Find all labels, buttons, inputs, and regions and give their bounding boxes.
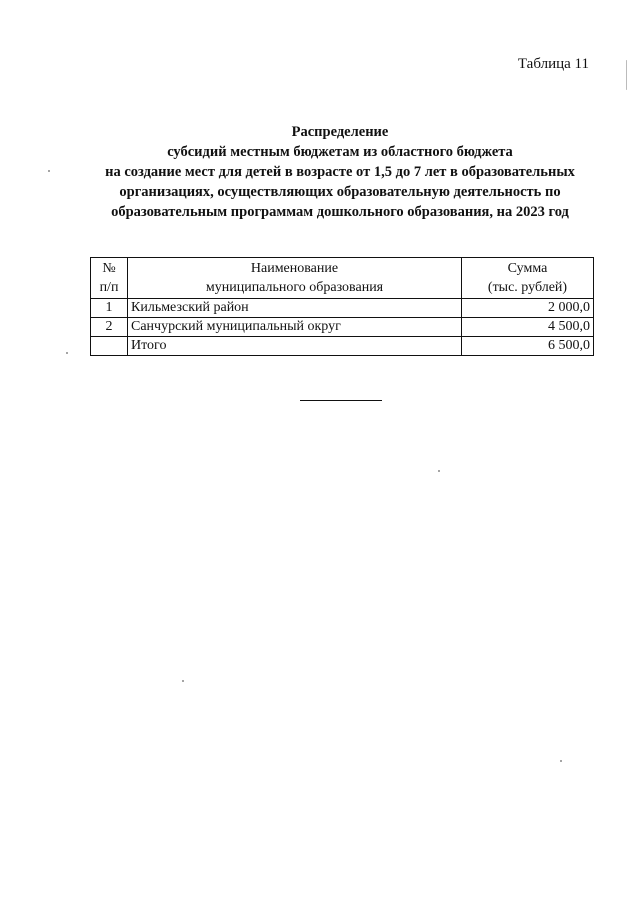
table-row bbox=[91, 318, 594, 337]
header-name-line-2: муниципального образования bbox=[205, 280, 384, 295]
document-heading bbox=[60, 122, 620, 222]
header-number-line-2: п/п bbox=[99, 280, 119, 295]
total-label: Итого bbox=[128, 337, 462, 356]
scan-edge-mark bbox=[626, 60, 627, 90]
scan-speck bbox=[48, 170, 50, 172]
scan-speck bbox=[66, 352, 68, 354]
distribution-table bbox=[90, 257, 594, 356]
subsidy-amount: 2 000,0 bbox=[462, 299, 594, 318]
table-header-row bbox=[91, 258, 594, 299]
scan-speck bbox=[438, 470, 440, 472]
table-total-row bbox=[91, 337, 594, 356]
table-row bbox=[91, 299, 594, 318]
heading-line-2: субсидий местным бюджетам из областного бюджета bbox=[167, 144, 513, 160]
header-name-line-1: Наименование bbox=[250, 261, 339, 276]
municipality-name: Кильмезский район bbox=[128, 299, 462, 318]
scan-speck bbox=[560, 760, 562, 762]
column-header-sum bbox=[462, 258, 594, 299]
heading-line-3: на создание мест для детей в возрасте от 1,5 до 7 лет в образовательных bbox=[105, 164, 575, 180]
column-header-number bbox=[91, 258, 128, 299]
scan-speck bbox=[182, 680, 184, 682]
header-number-line-1: № bbox=[102, 261, 116, 276]
heading-line-5: образовательным программам дошкольного образования, на 2023 год bbox=[111, 204, 569, 220]
closing-rule bbox=[300, 400, 382, 401]
row-number: 2 bbox=[91, 318, 128, 337]
total-row-number bbox=[91, 337, 128, 356]
municipality-name: Санчурский муниципальный округ bbox=[128, 318, 462, 337]
header-sum-line-2: (тыс. рублей) bbox=[487, 280, 568, 295]
table-number-label: Таблица 11 bbox=[517, 56, 589, 72]
total-amount: 6 500,0 bbox=[462, 337, 594, 356]
row-number: 1 bbox=[91, 299, 128, 318]
heading-line-1: Распределение bbox=[291, 124, 389, 140]
column-header-name bbox=[128, 258, 462, 299]
heading-line-4: организациях, осуществляющих образовательную деятельность по bbox=[119, 184, 561, 200]
subsidy-amount: 4 500,0 bbox=[462, 318, 594, 337]
header-sum-line-1: Сумма bbox=[507, 261, 548, 276]
